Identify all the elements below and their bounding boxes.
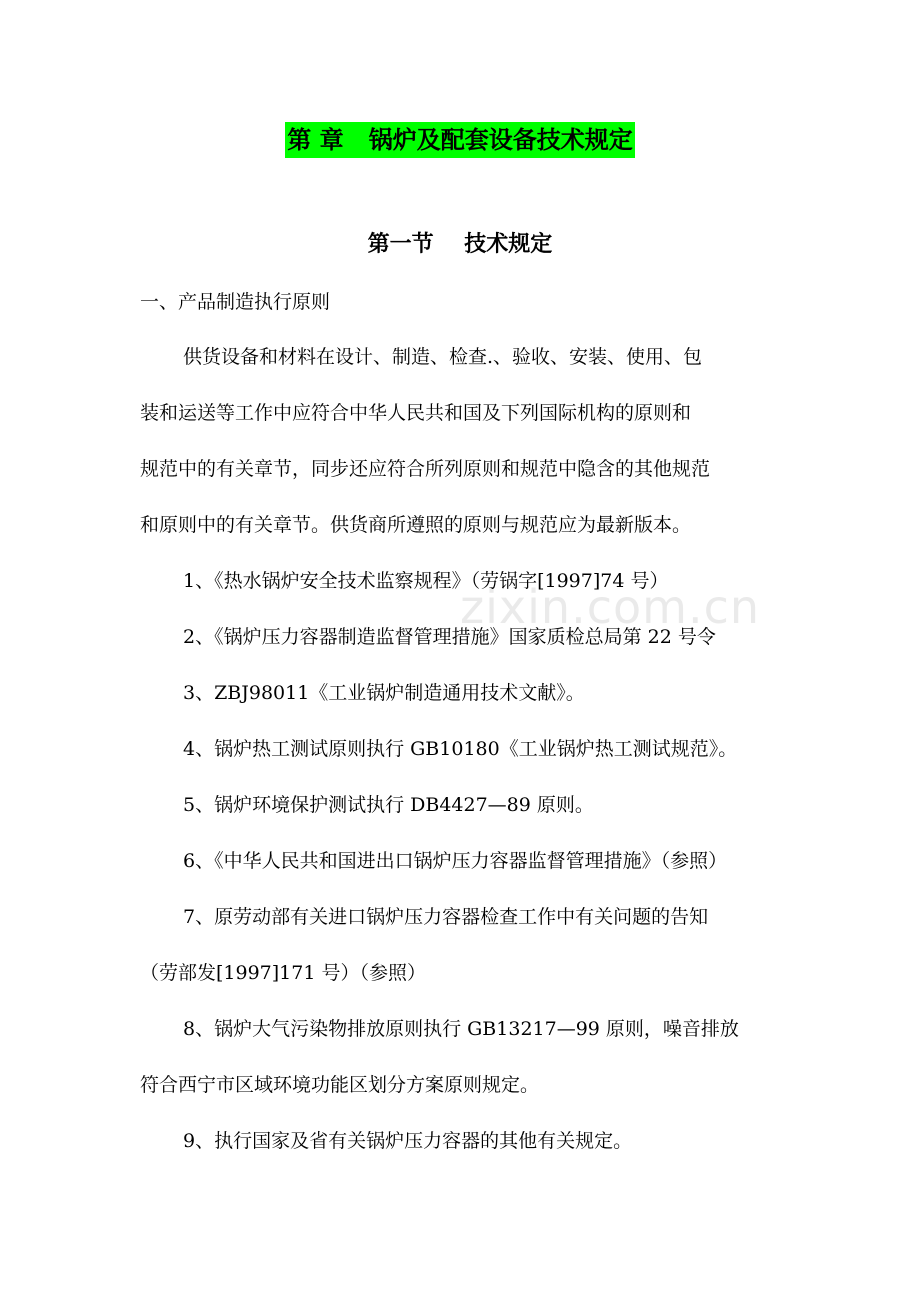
list-item-2: 2、《锅炉压力容器制造监督管理措施》国家质检总局第 22 号令 <box>183 626 716 648</box>
paragraph-line-3: 规范中的有关章节，同步还应符合所列原则和规范中隐含的其他规范 <box>140 458 711 480</box>
list-item-8-cont: 符合西宁市区域环境功能区划分方案原则规定。 <box>140 1074 540 1096</box>
section-title: 第一节 技术规定 <box>367 232 553 257</box>
list-item-7-cont: （劳部发[1997]171 号）（参照） <box>140 962 426 984</box>
chapter-title <box>0 122 920 158</box>
paragraph-line-2: 装和运送等工作中应符合中华人民共和国及下列国际机构的原则和 <box>140 402 692 424</box>
paragraph-line-1: 供货设备和材料在设计、制造、检查.、验收、安装、使用、包 <box>183 346 703 368</box>
list-item-6: 6、《中华人民共和国进出口锅炉压力容器监督管理措施》（参照） <box>183 850 728 872</box>
list-item-1: 1、《热水锅炉安全技术监察规程》（劳锅字[1997]74 号） <box>183 570 669 592</box>
chapter-title-text: 第 章 锅炉及配套设备技术规定 <box>285 122 634 158</box>
list-item-7: 7、原劳动部有关进口锅炉压力容器检查工作中有关问题的告知 <box>183 906 709 928</box>
paragraph-line-4: 和原则中的有关章节。供货商所遵照的原则与规范应为最新版本。 <box>140 514 692 536</box>
list-item-8: 8、锅炉大气污染物排放原则执行 GB13217—99 原则，噪音排放 <box>183 1018 739 1040</box>
watermark: zixin.com.cn <box>460 580 761 634</box>
list-item-3: 3、ZBJ98011《工业锅炉制造通用技术文献》。 <box>183 682 585 704</box>
list-item-4: 4、锅炉热工测试原则执行 GB10180《工业锅炉热工测试规范》。 <box>183 738 738 760</box>
heading-product-principles: 一、产品制造执行原则 <box>140 291 331 313</box>
list-item-9: 9、执行国家及省有关锅炉压力容器的其他有关规定。 <box>183 1130 633 1152</box>
list-item-5: 5、锅炉环境保护测试执行 DB4427—89 原则。 <box>183 794 594 816</box>
